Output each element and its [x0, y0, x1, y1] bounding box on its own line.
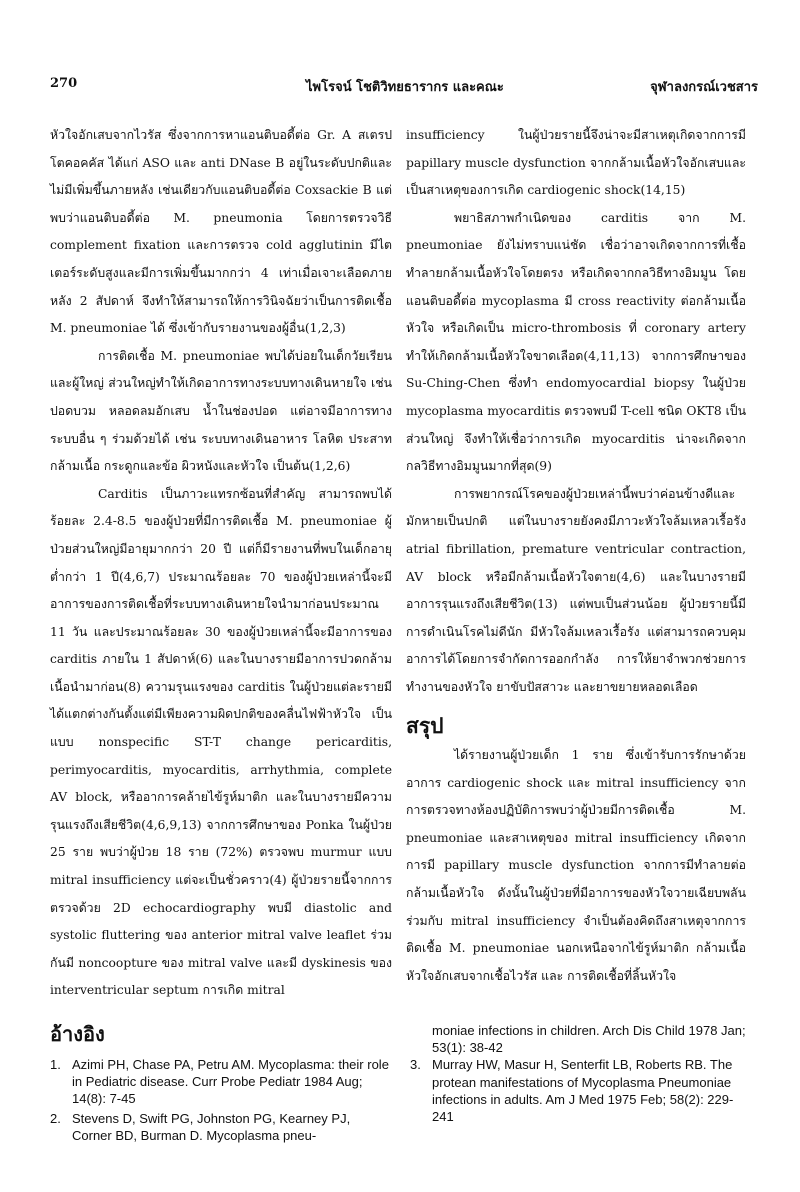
reference-item — [50, 1110, 392, 1144]
reference-continuation: moniae infections in children. Arch Dis Child 1978 Jan; 53(1): 38-42 — [432, 1023, 746, 1056]
body-paragraph: การติดเชื้อ M. pneumoniae พบได้บ่อยในเด็กวัยเรียนและผู้ใหญ่ ส่วนใหญ่ทำให้เกิดอาการทางระบบทางเดินหายใจ เช่น ปอดบวม หลอดลมอักเสบ น้ำในช่องปอด แต่อาจมีอาการทางระบบอื่น ๆ ร่วมด้วยได้ เช่น ระบบทางเดินอาหาร โลหิต ประสาท กล้ามเนื้อ กระดูกและข้อ ผิวหนังและหัวใจ เป็นต้น(1,2,6) — [50, 348, 392, 474]
references-heading: อ้างอิง — [50, 1022, 105, 1046]
reference-text: Azimi PH, Chase PA, Petru AM. Mycoplasma: their role in Pediatric disease. Curr Probe Pediatr 1984 Aug; 14(8): 7-45 — [72, 1057, 389, 1107]
references-list-right — [410, 1022, 746, 1127]
body-paragraph: การพยากรณ์โรคของผู้ป่วยเหล่านี้พบว่าค่อนข้างดีและมักหายเป็นปกติ แต่ในบางรายยังคงมีภาวะหัวใจล้มเหลวเรื้อรัง atrial fibrillation, premature ventricular contraction, AV block หรือมีกล้ามเนื้อหัวใจตาย(4,6) และในบางรายมีอาการรุนแรงถึงเสียชีวิต(13) แต่พบเป็นส่วนน้อย ผู้ป่วยรายนี้มีการดำเนินโรคไม่ดีนัก มีหัวใจล้มเหลวเรื้อรัง แต่สามารถควบคุมอาการได้โดยการจำกัดการออกกำลัง การให้ยาจำพวกช่วยการทำงานของหัวใจ ยาขับปัสสาวะ และยาขยายหลอดเลือด — [406, 486, 746, 694]
body-paragraph: หัวใจอักเสบจากไวรัส ซึ่งจากการหาแอนติบอดี้ต่อ Gr. A สเตรปโตคอคคัส ได้แก่ ASO และ anti DNase B อยู่ในระดับปกติและไม่มีเพิ่มขึ้นภายหลัง เช่นเดียวกับแอนติบอดี้ต่อ Coxsackie B แต่พบว่าแอนติบอดี้ต่อ M. pneumonia โดยการตรวจวิธี complement fixation และการตรวจ cold agglutinin มีไตเตอร์ระดับสูงและมีการเพิ่มขึ้นมากกว่า 4 เท่าเมื่อเจาะเลือดภายหลัง 2 สัปดาห์ จึงทำให้สามารถให้การวินิจฉัยว่าเป็นการติดเชื้อ M. pneumoniae ได้ ซึ่งเข้ากับรายงานของผู้อื่น(1,2,3) — [50, 128, 392, 336]
references-list-left — [50, 1056, 392, 1146]
reference-number: 2. — [50, 1110, 61, 1126]
running-header-authors: ไพโรจน์ โชติวิทยธารากร และคณะ — [306, 80, 504, 95]
reference-number: 1. — [50, 1057, 61, 1072]
reference-text: Murray HW, Masur H, Senterfit LB, Roberts RB. The protean manifestations of Mycoplasma Pneumoniae infections in adults. Am J Med 1975 Feb; 58(2): 229-241 — [432, 1057, 734, 1125]
page-number: 270 — [50, 76, 78, 91]
right-column — [406, 122, 746, 701]
summary-section — [406, 742, 746, 990]
left-column — [50, 122, 392, 1005]
reference-item — [50, 1056, 392, 1108]
reference-text: Stevens D, Swift PG, Johnston PG, Kearney PJ, Corner BD, Burman D. Mycoplasma pneu- — [72, 1110, 351, 1143]
body-paragraph: insufficiency ในผู้ป่วยรายนี้จึงน่าจะมีสาเหตุเกิดจากการมี papillary muscle dysfunction จากกล้ามเนื้อหัวใจอักเสบและเป็นสาเหตุของการเกิด cardiogenic shock(14,15) — [406, 128, 746, 198]
summary-heading: สรุป — [406, 713, 444, 738]
reference-number: 3. — [410, 1057, 421, 1073]
body-paragraph: Carditis เป็นภาวะแทรกซ้อนที่สำคัญ สามารถพบได้ร้อยละ 2.4-8.5 ของผู้ป่วยที่มีการติดเชื้อ M. pneumoniae ผู้ป่วยส่วนใหญ่มีอายุมากกว่า 20 ปี แต่ก็มีรายงานที่พบในเด็กอายุต่ำกว่า 1 ปี(4,6,7) ประมาณร้อยละ 70 ของผู้ป่วยเหล่านี้จะมีอาการของการติดเชื้อที่ระบบทางเดินหายใจนำมาก่อนประมาณ 11 วัน และประมาณร้อยละ 30 ของผู้ป่วยเหล่านี้จะมีอาการของ carditis ภายใน 1 สัปดาห์(6) และในบางรายมีอาการปวดกล้ามเนื้อนำมาก่อน(8) ความรุนแรงของ carditis ในผู้ป่วยแต่ละรายมีได้แตกต่างกันตั้งแต่มีเพียงความผิดปกติของคลื่นไฟฟ้าหัวใจ เป็นแบบ nonspecific ST-T change pericarditis, perimyocarditis, myocarditis, arrhythmia, complete AV block, หรืออาการคล้ายไข้รูห์มาติก และในบางรายมีความรุนแรงถึงเสียชีวิต(4,6,9,13) จากการศึกษาของ Ponka ในผู้ป่วย 25 ราย พบว่าผู้ป่วย 18 ราย (72%) ตรวจพบ murmur แบบ mitral insufficiency แต่จะเป็นชั่วคราว(4) ผู้ป่วยรายนี้จากการตรวจด้วย 2D echocardiography พบมี diastolic and systolic fluttering ของ anterior mitral valve leaflet ร่วมกันมี noncoopture ของ mitral valve และมี dyskinesis ของ interventricular septum การเกิด mitral — [50, 486, 392, 998]
reference-item — [410, 1056, 746, 1125]
running-header-journal: จุฬาลงกรณ์เวชสาร — [650, 80, 758, 95]
body-paragraph: พยาธิสภาพกำเนิดของ carditis จาก M. pneumoniae ยังไม่ทราบแน่ชัด เชื่อว่าอาจเกิดจากการที่เชื้อทำลายกล้ามเนื้อหัวใจโดยตรง หรือเกิดจากกลวิธีทางอิมมูน โดยแอนติบอดี้ต่อ mycoplasma มี cross reactivity ต่อกล้ามเนื้อหัวใจ หรือเกิดเป็น micro-thrombosis ที่ coronary artery ทำให้เกิดกล้ามเนื้อหัวใจขาดเลือด(4,11,13) จากการศึกษาของ Su-Ching-Chen ซึ่งทำ endomyocardial biopsy ในผู้ป่วย mycoplasma myocarditis ตรวจพบมี T-cell ชนิด OKT8 เป็นส่วนใหญ่ จึงทำให้เชื่อว่าการเกิด myocarditis น่าจะเกิดจากกลวิธีทางอิมมูนมากที่สุด(9) — [406, 210, 746, 474]
summary-paragraph: ได้รายงานผู้ป่วยเด็ก 1 ราย ซึ่งเข้ารับการรักษาด้วยอาการ cardiogenic shock และ mitral insufficiency จากการตรวจทางห้องปฏิบัติการพบว่าผู้ป่วยมีการติดเชื้อ M. pneumoniae และสาเหตุของ mitral insufficiency เกิดจากการมี papillary muscle dysfunction จากการมีทำลายต่อกล้ามเนื้อหัวใจ ดังนั้นในผู้ป่วยที่มีอาการของหัวใจวายเฉียบพลันร่วมกับ mitral insufficiency จำเป็นต้องคิดถึงสาเหตุจากการติดเชื้อ M. pneumoniae นอกเหนือจากไข้รูห์มาติก กล้ามเนื้อหัวใจอักเสบจากเชื้อไวรัส และ การติดเชื้อที่ลิ้นหัวใจ — [406, 748, 746, 983]
